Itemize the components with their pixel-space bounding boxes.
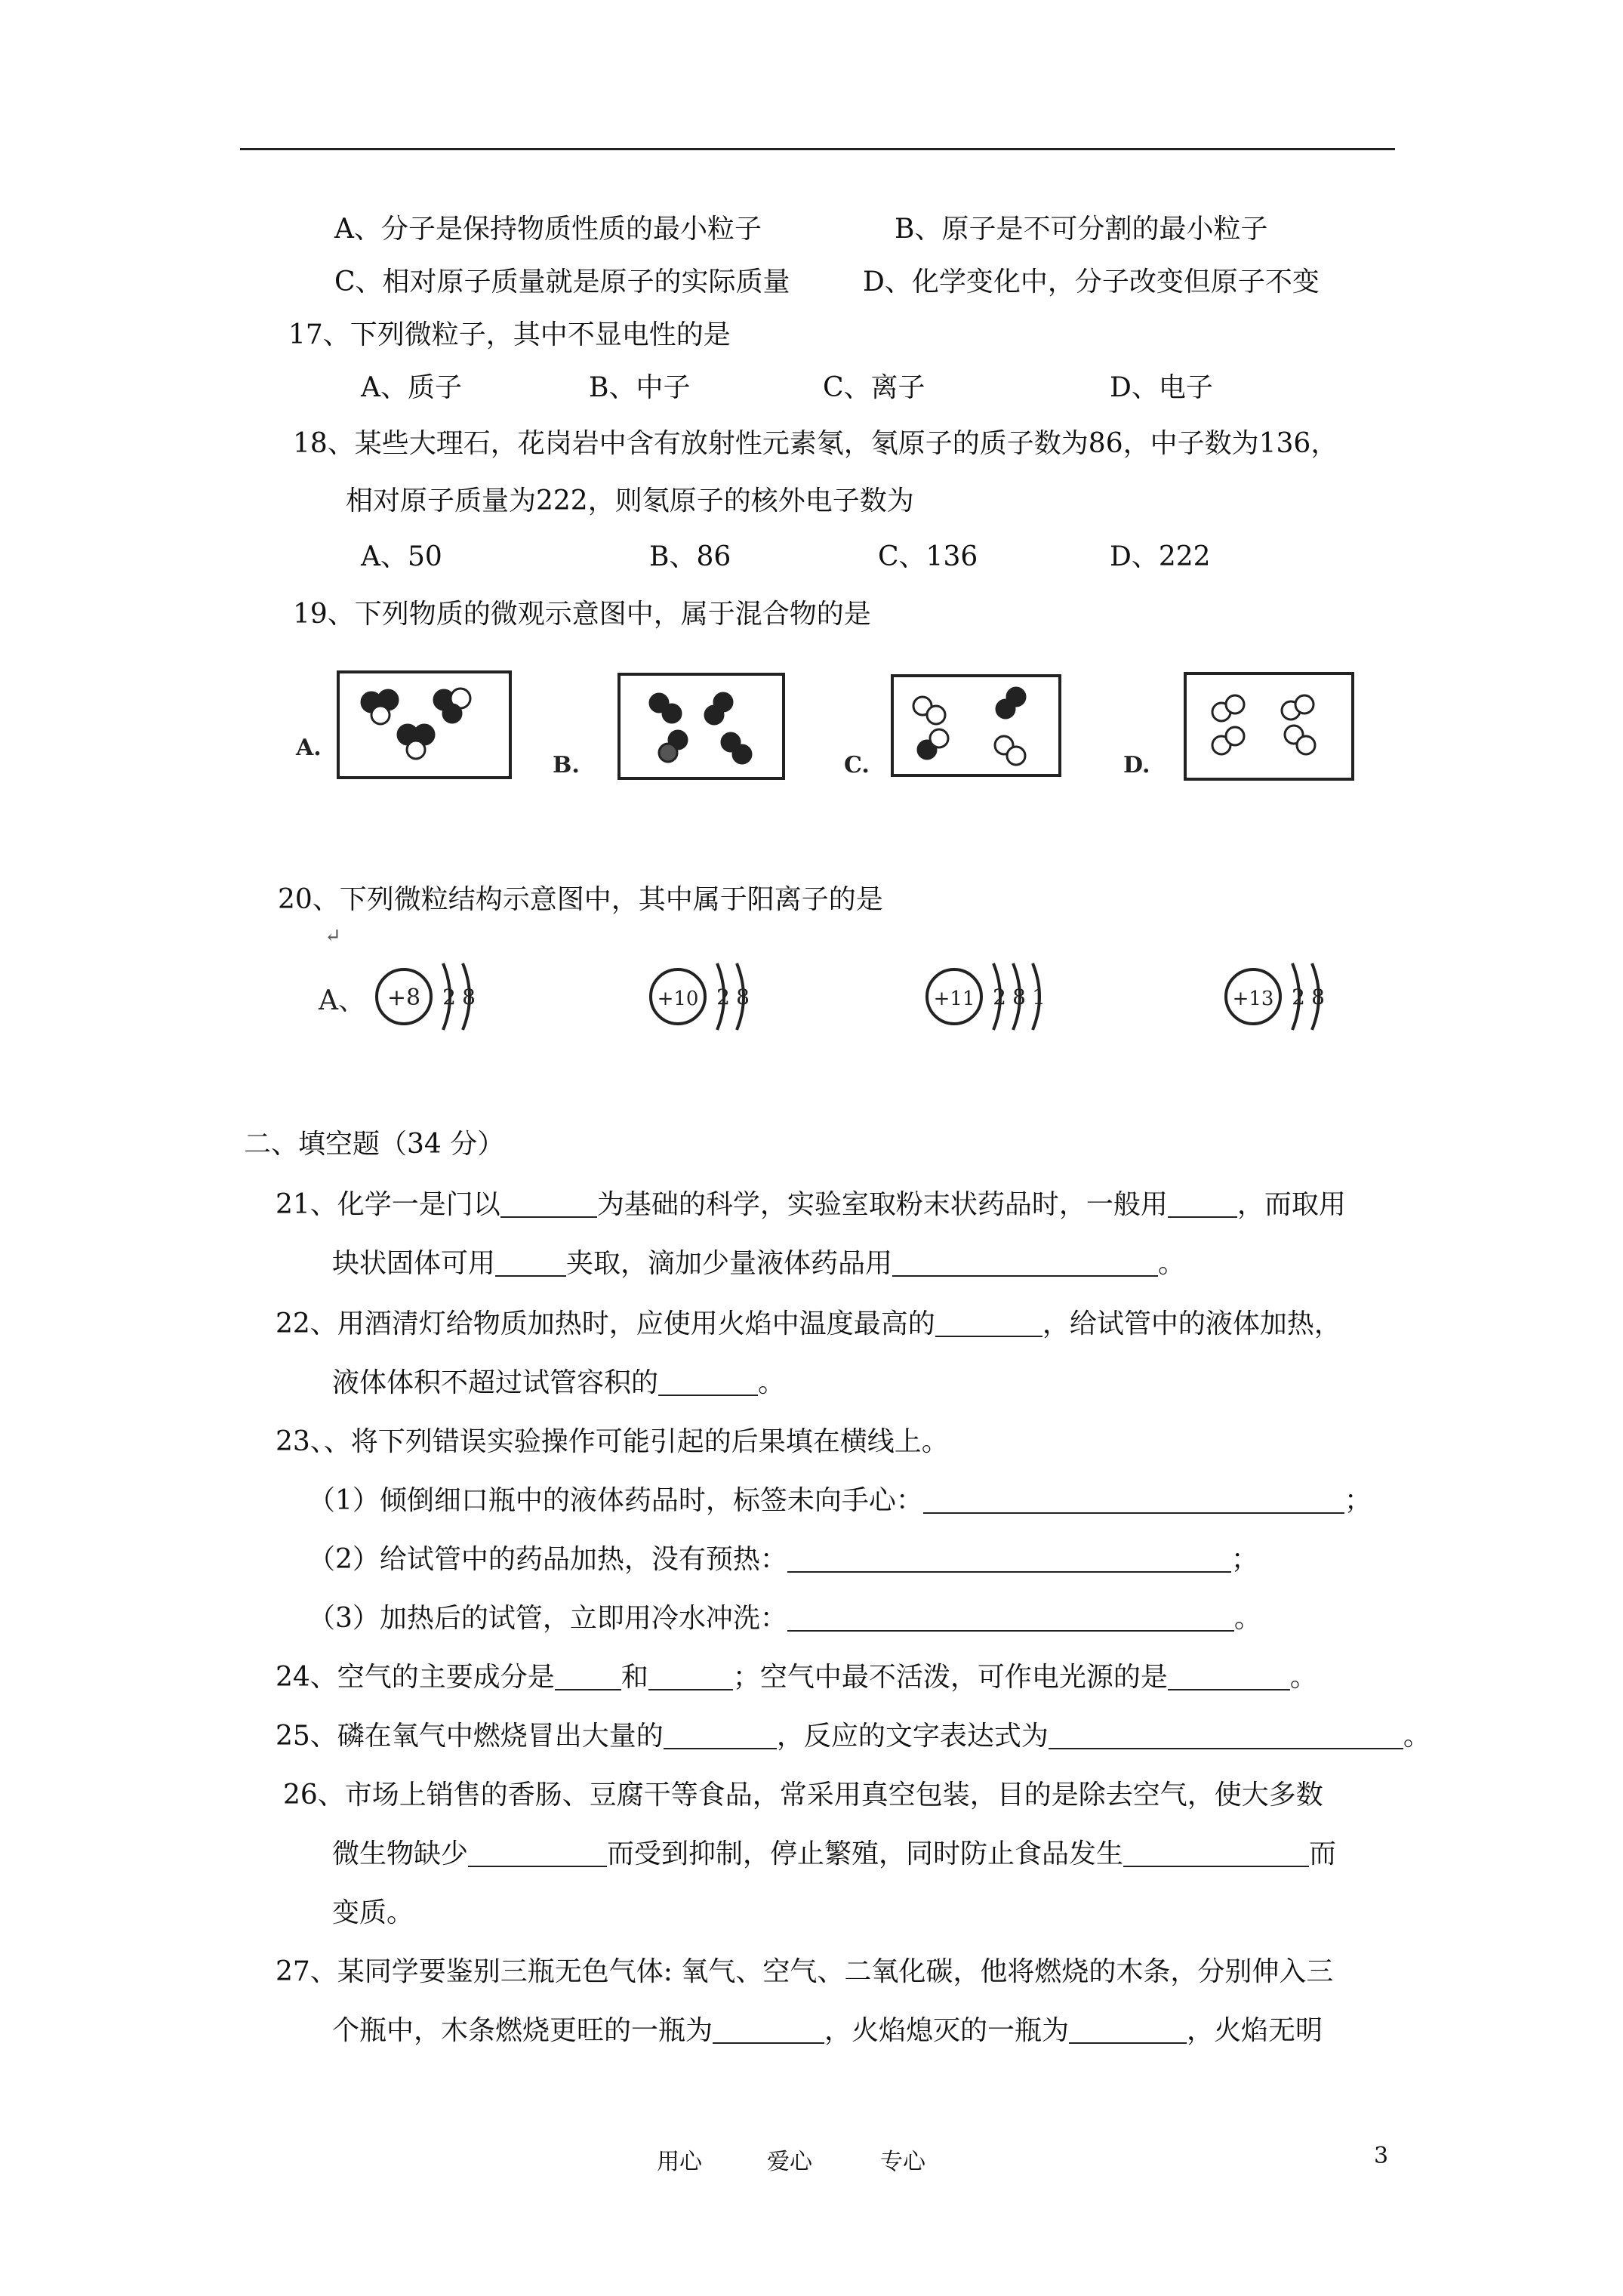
q19-label-d: D. bbox=[1123, 752, 1150, 778]
q26-line3: 变质。 bbox=[332, 1897, 414, 1928]
q17-stem: 17、下列微粒子，其中不显电性的是 bbox=[288, 319, 731, 350]
nucleus-charge: +8 bbox=[387, 985, 421, 1011]
q20-label-a: A、 bbox=[319, 985, 365, 1016]
q17-option-d: D、电子 bbox=[1110, 372, 1213, 403]
atom-diagram bbox=[1226, 963, 1325, 1030]
q23-blank-3[interactable] bbox=[787, 1604, 1234, 1632]
section-title: 二、填空题（34 分） bbox=[244, 1129, 505, 1160]
q19-molecules-b bbox=[650, 693, 751, 763]
q16-option-c: C、相对原子质量就是原子的实际质量 bbox=[334, 267, 790, 297]
q22-blank-2[interactable] bbox=[658, 1369, 758, 1396]
q25-blank-1[interactable] bbox=[664, 1722, 777, 1749]
q21-blank-1[interactable] bbox=[500, 1191, 597, 1218]
return-mark-icon: ↵ bbox=[325, 925, 341, 948]
electron-count: 8 bbox=[462, 985, 476, 1009]
q19-molecules-d bbox=[1212, 695, 1315, 754]
electron-count: 2 bbox=[993, 985, 1006, 1009]
q17-option-a: A、质子 bbox=[361, 372, 462, 403]
electron-count: 8 bbox=[736, 985, 750, 1009]
q23-item-1: （1）倾倒细口瓶中的液体药品时，标签未向手心： ； bbox=[308, 1485, 1372, 1516]
page-number: 3 bbox=[1374, 2143, 1389, 2169]
q21-blank-3[interactable] bbox=[495, 1250, 566, 1277]
q23-blank-2[interactable] bbox=[787, 1546, 1231, 1573]
q24-blank-1[interactable] bbox=[555, 1663, 621, 1690]
electron-count: 1 bbox=[1032, 985, 1046, 1009]
nucleus-charge: +10 bbox=[657, 988, 699, 1010]
q22-line2: 液体体积不超过试管容积的 。 bbox=[332, 1367, 786, 1398]
electron-count: 2 bbox=[442, 985, 456, 1009]
q23-blank-1[interactable] bbox=[923, 1487, 1344, 1514]
q21-line1: 21、化学一是门以 为基础的科学，实验室取粉末状药品时，一般用 ，而取用 bbox=[276, 1189, 1346, 1220]
q21-blank-2[interactable] bbox=[1168, 1191, 1237, 1218]
q23-item-3: （3）加热后的试管，立即用冷水冲洗： 。 bbox=[308, 1603, 1261, 1634]
nucleus-charge: +11 bbox=[933, 988, 975, 1010]
q26-line1: 26、市场上销售的香肠、豆腐干等食品，常采用真空包装，目的是除去空气，使大多数 bbox=[283, 1780, 1323, 1811]
electron-count: 8 bbox=[1311, 985, 1325, 1009]
q18-stem-line2: 相对原子质量为222，则氡原子的核外电子数为 bbox=[346, 485, 914, 516]
q16-option-a: A、分子是保持物质性质的最小粒子 bbox=[334, 214, 762, 245]
q19-molecule-diagrams bbox=[287, 661, 1381, 797]
q26-blank-1[interactable] bbox=[468, 1840, 607, 1867]
q18-option-d: D、222 bbox=[1110, 541, 1211, 572]
q19-stem: 19、下列物质的微观示意图中，属于混合物的是 bbox=[293, 599, 871, 630]
q17-option-b: B、中子 bbox=[589, 372, 691, 403]
q27-blank-1[interactable] bbox=[713, 2017, 824, 2044]
q27-blank-2[interactable] bbox=[1069, 2017, 1187, 2044]
q19-box-c bbox=[892, 676, 1060, 775]
q18-option-b: B、86 bbox=[649, 541, 731, 572]
q21-line2: 块状固体可用 夹取，滴加少量液体药品用 。 bbox=[332, 1248, 1186, 1279]
electron-count: 2 bbox=[716, 985, 730, 1009]
q16-option-d: D、化学变化中，分子改变但原子不变 bbox=[863, 267, 1320, 297]
nucleus-charge: +13 bbox=[1232, 988, 1274, 1010]
q26-line2: 微生物缺少 而受到抑制，停止繁殖，同时防止食品发生 而 bbox=[332, 1838, 1337, 1869]
q23-stem: 23、、将下列错误实验操作可能引起的后果填在横线上。 bbox=[276, 1426, 949, 1457]
q19-box-b bbox=[619, 674, 784, 778]
q25-line: 25、磷在氧气中燃烧冒出大量的 ，反应的文字表达式为 。 bbox=[276, 1721, 1431, 1752]
q18-option-c: C、136 bbox=[878, 541, 978, 572]
q17-option-c: C、离子 bbox=[823, 372, 925, 403]
q26-blank-2[interactable] bbox=[1123, 1840, 1309, 1867]
q19-box-d bbox=[1185, 673, 1353, 779]
q19-label-b: B. bbox=[553, 752, 580, 778]
footer-word-2: 爱心 bbox=[767, 2149, 812, 2175]
q24-blank-2[interactable] bbox=[648, 1663, 733, 1690]
q27-line1: 27、某同学要鉴别三瓶无色气体: 氧气、空气、二氧化碳，他将燃烧的木条，分别伸入三 bbox=[276, 1956, 1334, 1987]
q16-option-b: B、原子是不可分割的最小粒子 bbox=[895, 214, 1268, 245]
q19-label-c: C. bbox=[844, 752, 870, 778]
q20-stem: 20、下列微粒结构示意图中，其中属于阳离子的是 bbox=[278, 884, 883, 915]
footer-word-1: 用心 bbox=[657, 2149, 702, 2175]
q22-line1: 22、用酒清灯给物质加热时，应使用火焰中温度最高的 ，给试管中的液体加热， bbox=[276, 1308, 1341, 1339]
q19-molecules-c bbox=[913, 688, 1025, 765]
atom-diagram bbox=[377, 963, 476, 1030]
q19-molecules-a bbox=[362, 689, 470, 759]
q24-line: 24、空气的主要成分是 和 ；空气中最不活泼，可作电光源的是 。 bbox=[276, 1662, 1317, 1693]
q20-atom-diagrams bbox=[302, 944, 1397, 1049]
atom-diagram bbox=[927, 963, 1046, 1030]
q24-blank-3[interactable] bbox=[1168, 1663, 1290, 1690]
q18-stem-line1: 18、某些大理石，花岗岩中含有放射性元素氡，氡原子的质子数为86，中子数为136， bbox=[293, 428, 1338, 459]
q22-blank-1[interactable] bbox=[935, 1310, 1042, 1337]
q18-option-a: A、50 bbox=[361, 541, 442, 572]
q21-blank-4[interactable] bbox=[892, 1250, 1158, 1277]
header-rule bbox=[240, 148, 1395, 150]
q27-line2: 个瓶中，木条燃烧更旺的一瓶为 ，火焰熄灭的一瓶为 ，火焰无明 bbox=[332, 2015, 1323, 2046]
q25-blank-2[interactable] bbox=[1049, 1722, 1403, 1749]
q19-label-a: A. bbox=[296, 735, 322, 761]
electron-count: 8 bbox=[1012, 985, 1026, 1009]
footer-word-3: 专心 bbox=[880, 2149, 925, 2175]
q23-item-2: （2）给试管中的药品加热，没有预热： ； bbox=[308, 1544, 1258, 1575]
electron-count: 2 bbox=[1292, 985, 1305, 1009]
atom-diagram bbox=[651, 963, 750, 1030]
